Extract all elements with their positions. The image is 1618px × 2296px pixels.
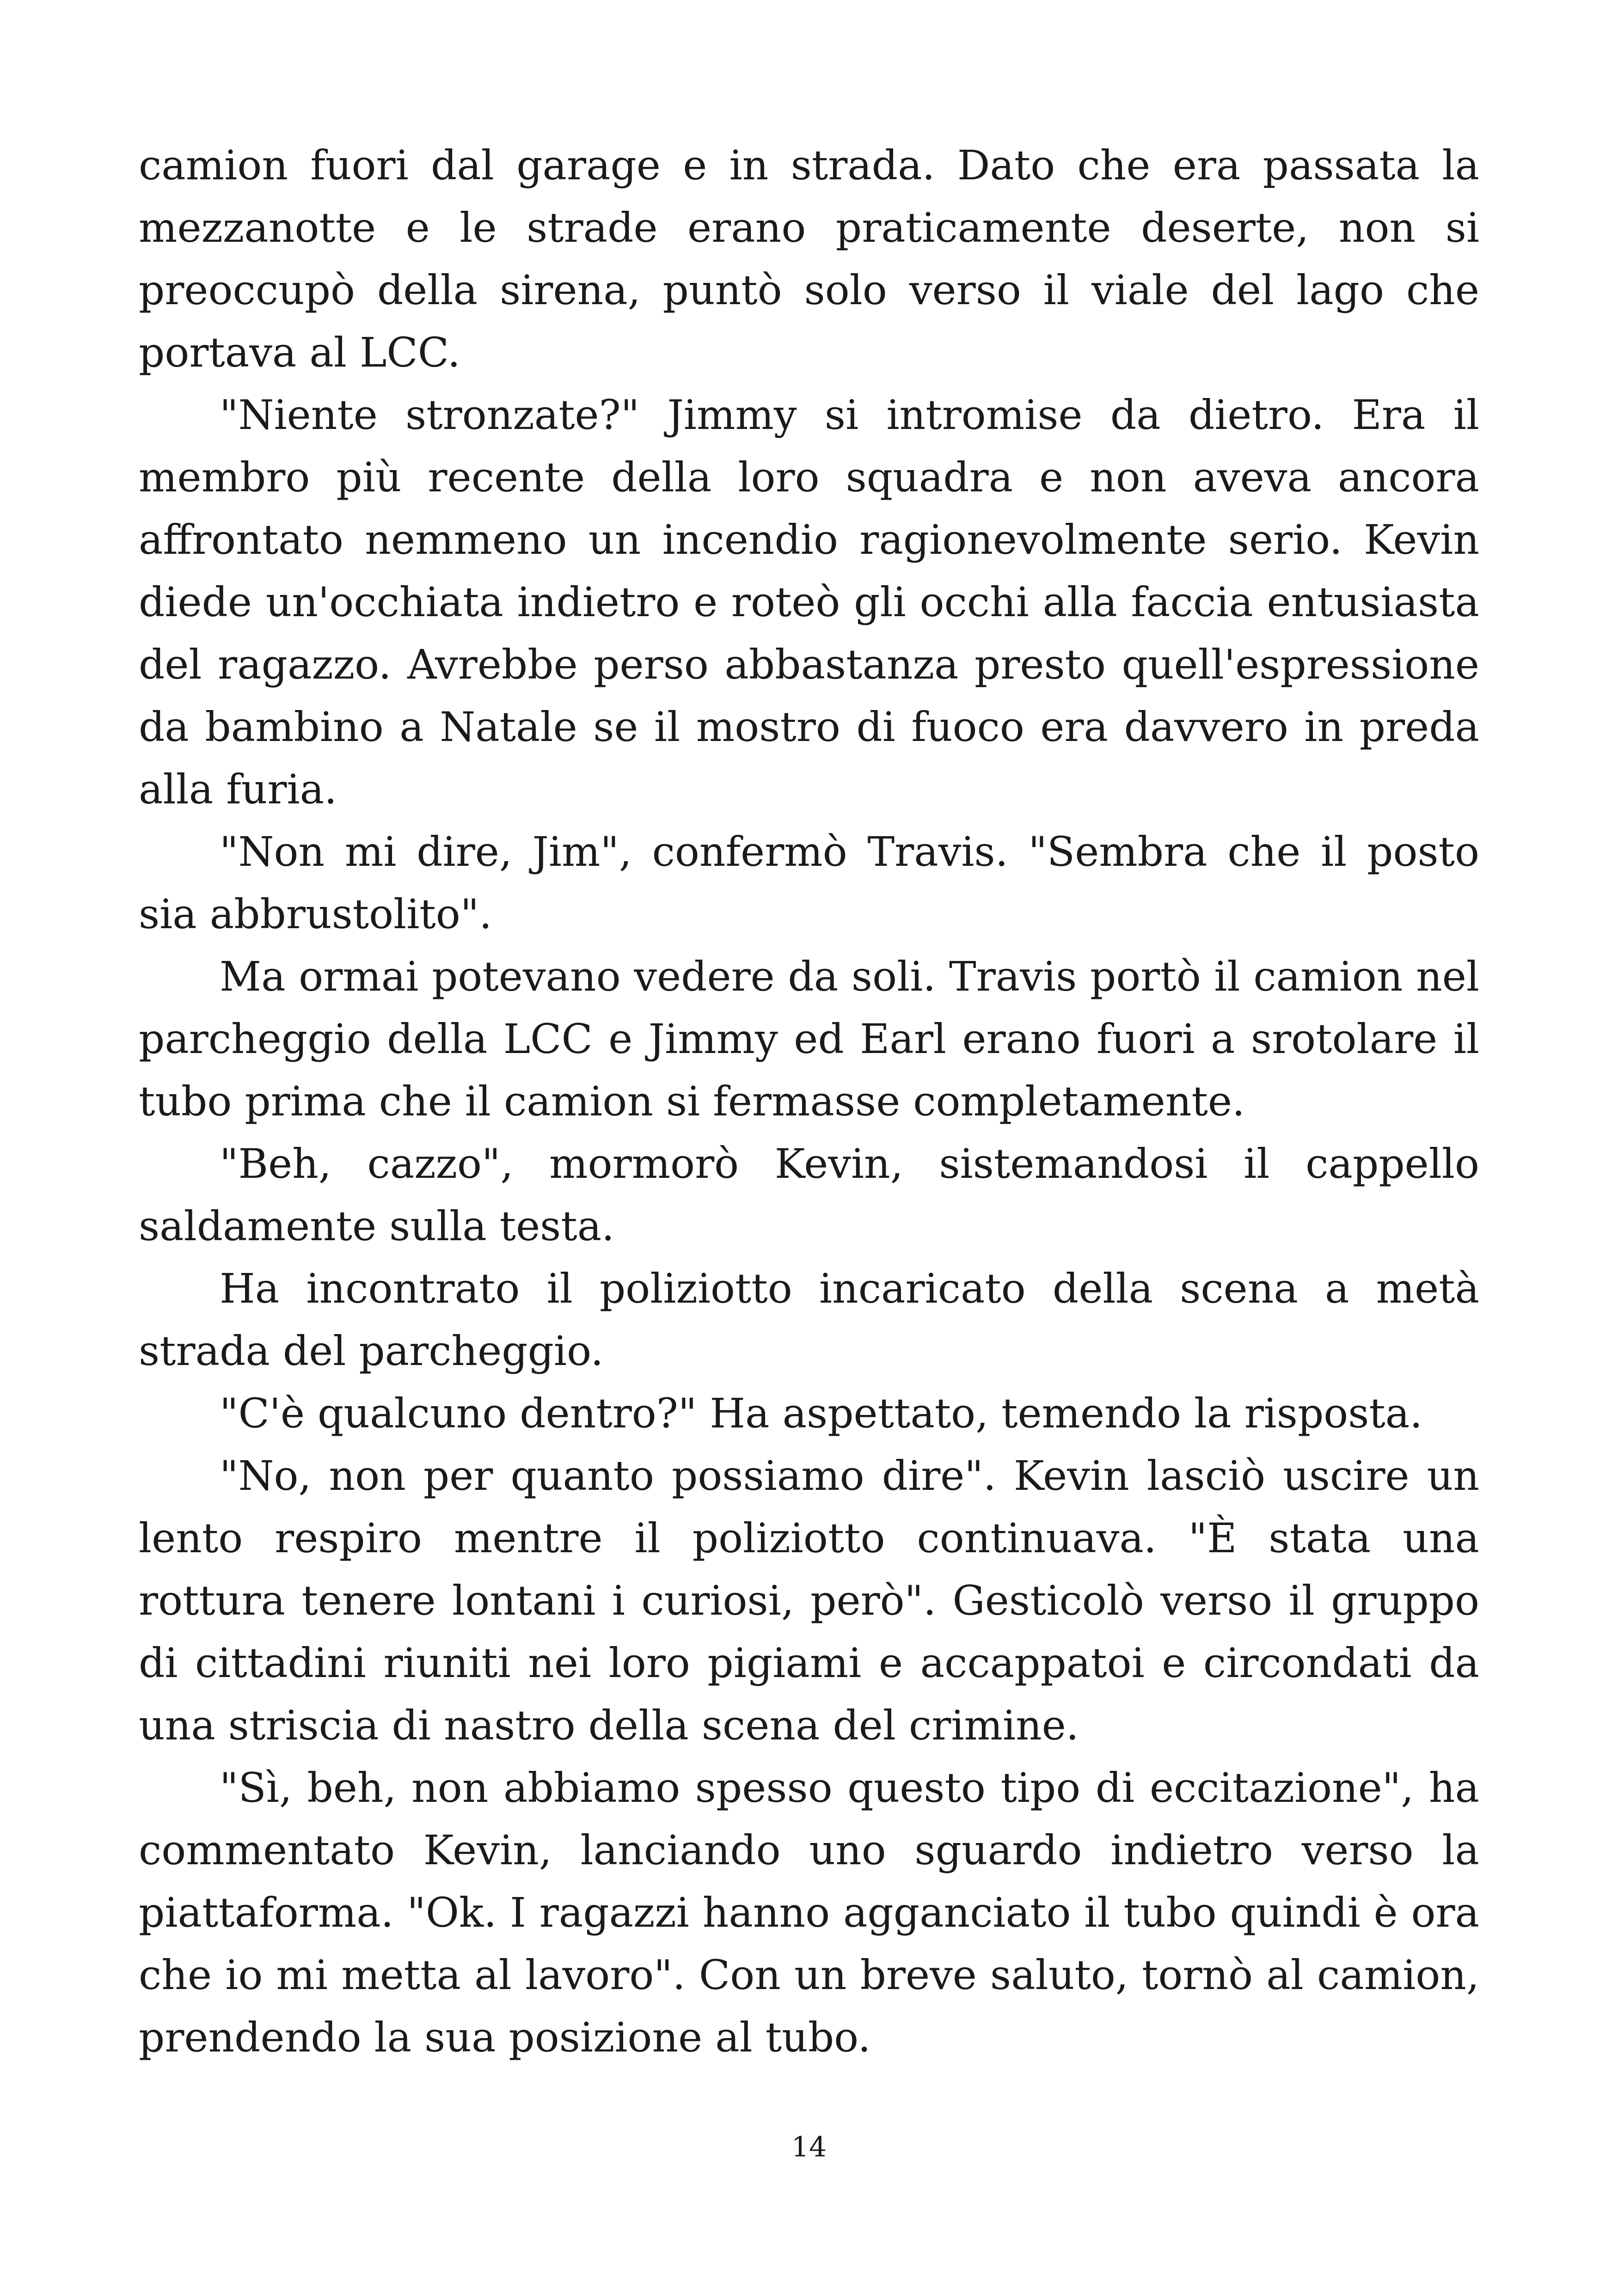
paragraph: "Niente stronzate?" Jimmy si intromise da dietro. Era il membro più recente della loro squadra e non aveva ancora affrontato nemmeno un incendio ragionevolmente serio. Kevin diede un'occhiata indietro e roteò gli occhi alla faccia entusiasta del ragazzo. Avrebbe perso abbastanza presto quell'espressione da bambino a Natale se il mostro di fuoco era davvero in preda alla furia. [139, 391, 1479, 813]
paragraph: "No, non per quanto possiamo dire". Kevin lasciò uscire un lento respiro mentre il poliziotto continuava. "È stata una rottura tenere lontani i curiosi, però". Gesticolò verso il gruppo di cittadini riuniti nei loro pigiami e accappatoi e circondati da una striscia di nastro della scena del crimine. [139, 1452, 1479, 1749]
paragraph: Ma ormai potevano vedere da soli. Travis portò il camion nel parcheggio della LCC e Jimmy ed Earl erano fuori a srotolare il tubo prima che il camion si fermasse completamente. [139, 953, 1479, 1125]
body-text [139, 134, 1479, 2069]
paragraph: Ha incontrato il poliziotto incaricato della scena a metà strada del parcheggio. [139, 1265, 1479, 1375]
paragraph: "Beh, cazzo", mormorò Kevin, sistemandosi il cappello saldamente sulla testa. [139, 1140, 1479, 1250]
paragraph: "C'è qualcuno dentro?" Ha aspettato, temendo la risposta. [220, 1390, 1423, 1437]
paragraph: "Sì, beh, non abbiamo spesso questo tipo di eccitazione", ha commentato Kevin, lanciando uno sguardo indietro verso la piattaforma. "Ok. I ragazzi hanno agganciato il tubo quindi è ora che io mi metta al lavoro". Con un breve saluto, tornò al camion, prendendo la sua posizione al tubo. [139, 1764, 1479, 2061]
paragraph: camion fuori dal garage e in strada. Dato che era passata la mezzanotte e le strade erano praticamente deserte, non si preoccupò della sirena, puntò solo verso il viale del lago che portava al LCC. [139, 141, 1479, 376]
page-number: 14 [791, 2131, 827, 2163]
paragraph: "Non mi dire, Jim", confermò Travis. "Sembra che il posto sia abbrustolito". [139, 828, 1479, 938]
